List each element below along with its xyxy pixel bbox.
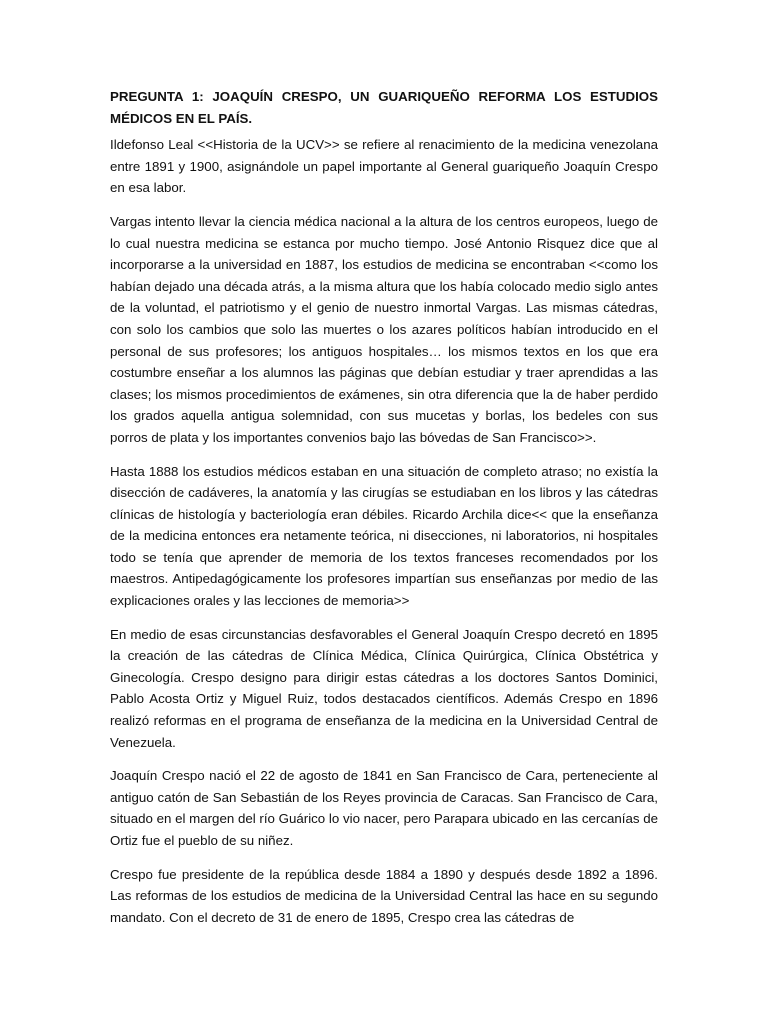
paragraph-vargas: Vargas intento llevar la ciencia médica nacional a la altura de los centros europeos, luego de lo cual nuestra medicina se estanca por mucho tiempo. José Antonio Risquez dice que al incorporarse a la universidad en 1887, los estudios de medicina se encontraban <<como los habían dejado una década atrás, a la misma altura que los había colocado medio siglo antes de la voluntad, el patriotismo y el genio de nuestro inmortal Vargas. Las mismas cátedras, con solo los cambios que solo las muertes o los azares políticos habían introducido en el personal de sus profesores; los antiguos hospitales… los mismos textos en los que era costumbre enseñar a los alumnos las páginas que debían estudiar y traer aprendidas a las clases; los mismos procedimientos de exámenes, sin otra diferencia que la de haber perdido los grados aquella antigua solemnidad, con sus mucetas y borlas, los bedeles con sus porros de plata y los importantes convenios bajo las bóvedas de San Francisco>>. xyxy=(110,213,658,445)
paragraph-presidency: Crespo fue presidente de la república desde 1884 a 1890 y después desde 1892 a 1896. Las reformas de los estudios de medicina de la Universidad Central las hace en su segundo mandato. Con el decreto de 31 de enero de 1895, Crespo crea las cátedras de xyxy=(110,866,658,925)
document-page xyxy=(110,86,658,940)
question-heading: PREGUNTA 1: JOAQUÍN CRESPO, UN GUARIQUEÑO REFORMA LOS ESTUDIOS MÉDICOS EN EL PAÍS. xyxy=(110,89,658,126)
paragraph-birth: Joaquín Crespo nació el 22 de agosto de 1841 en San Francisco de Cara, perteneciente al antiguo catón de San Sebastián de los Reyes provincia de Caracas. San Francisco de Cara, situado en el margen del río Guárico lo vio nacer, pero Parapara ubicado en las cercanías de Ortiz fue el pueblo de su niñez. xyxy=(110,768,658,848)
paragraph-1888: Hasta 1888 los estudios médicos estaban en una situación de completo atraso; no existía la disección de cadáveres, la anatomía y las cirugías se estudiaban en los libros y las cátedras clínicas de histología y bacteriología eran débiles. Ricardo Archila dice<< que la enseñanza de la medicina entonces era netamente teórica, ni disecciones, ni laboratorios, ni hospitales todo se tenía que aprender de memoria de los textos franceses recomendados por los maestros. Antipedagógicamente los profesores impartían sus enseñanzas por medio de las explicaciones orales y las lecciones de memoria>> xyxy=(110,463,658,609)
paragraph-intro: Ildefonso Leal <<Historia de la UCV>> se refiere al renacimiento de la medicina venezolana entre 1891 y 1900, asignándole un papel importante al General guariqueño Joaquín Crespo en esa labor. xyxy=(110,137,658,196)
paragraph-1895-decree: En medio de esas circunstancias desfavorables el General Joaquín Crespo decretó en 1895 la creación de las cátedras de Clínica Médica, Clínica Quirúrgica, Clínica Obstétrica y Ginecología. Crespo designo para dirigir estas cátedras a los doctores Santos Dominici, Pablo Acosta Ortiz y Miguel Ruiz, todos destacados científicos. Además Crespo en 1896 realizó reformas en el programa de enseñanza de la medicina en la Universidad Central de Venezuela. xyxy=(110,626,658,750)
